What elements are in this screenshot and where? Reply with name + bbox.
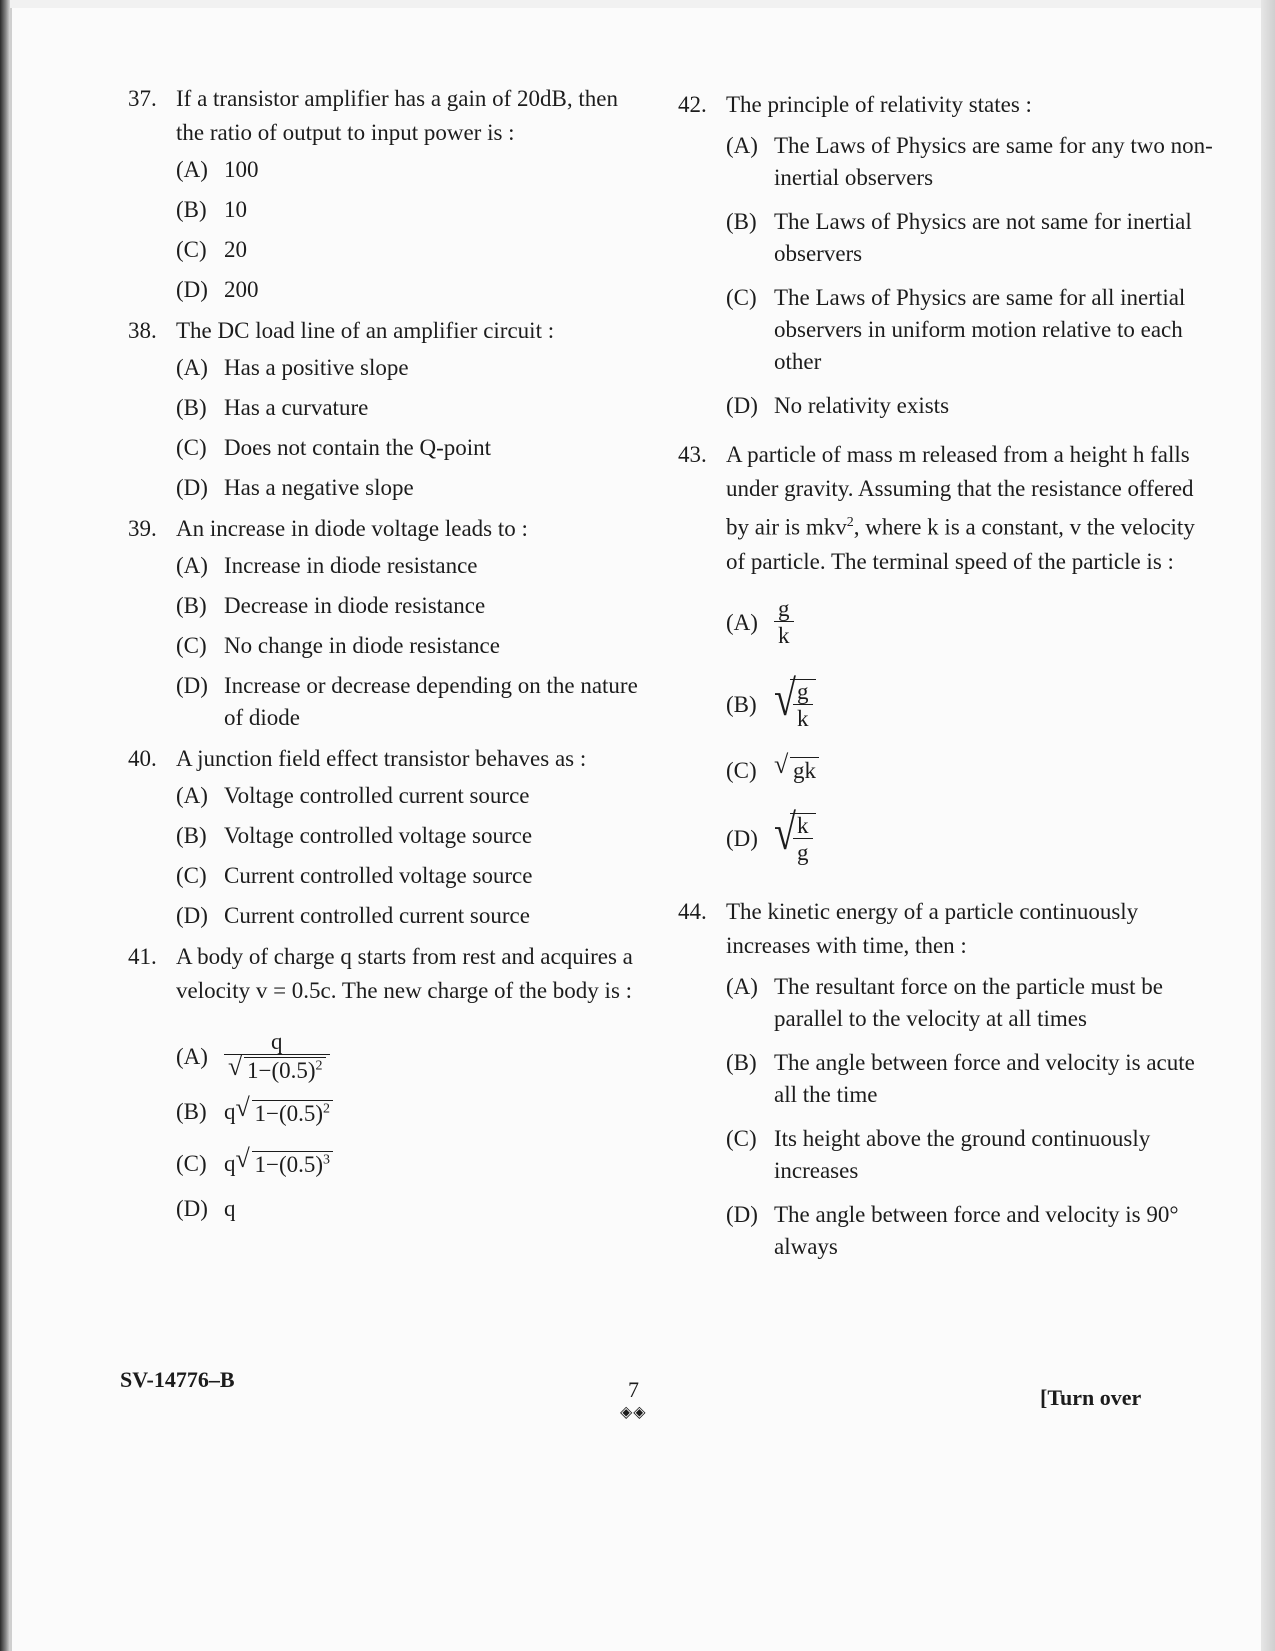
option-a[interactable] [726,591,1218,655]
option-text: 200 [224,277,259,302]
option-c[interactable] [726,1123,1218,1187]
option-text: The Laws of Physics are same for all inertial observers in uniform motion relative to each other [774,285,1186,374]
option-d[interactable] [176,1193,648,1225]
option-label: (D) [176,277,208,302]
fraction-numerator: g [778,596,790,622]
option-b[interactable] [176,820,648,852]
option-b[interactable] [726,667,1218,743]
option-text: The angle between force and velocity is acute all the time [774,1049,1195,1107]
question-44 [678,895,1218,1263]
option-label: (B) [726,691,757,717]
option-text: 20 [224,237,247,262]
option-label: (A) [176,783,208,808]
option-label: (B) [726,1049,757,1075]
option-b[interactable] [176,194,648,226]
option-d[interactable] [176,274,648,306]
option-d[interactable] [176,472,648,504]
question-number: 37. [128,86,157,111]
option-text: Voltage controlled current source [224,783,530,808]
option-label: (B) [176,395,207,420]
option-label: (C) [726,757,757,783]
option-a[interactable] [176,550,648,582]
paper-code: SV-14776–B [120,1367,235,1392]
option-a[interactable] [176,780,648,812]
square-root: √ $1-(0.5)^2$ [236,1098,334,1130]
square-root: √ $1-(0.5)^3$ [236,1149,334,1181]
option-c[interactable] [176,860,648,892]
diamond-ornament-icon: ◈◈ [620,1404,647,1421]
question-stem: A body of charge q starts from rest and acquires a velocity v = 0.5c. The new charge of the body is : [176,944,633,1003]
radicand: 1−(0.5) [254,1100,324,1126]
prefix: q [224,1150,236,1176]
fraction-denominator: k [793,704,813,731]
option-text: No change in diode resistance [224,633,500,658]
option-c[interactable] [176,234,648,266]
option-text: Decrease in diode resistance [224,593,486,618]
question-41 [128,940,648,1225]
option-c[interactable] [726,282,1218,378]
option-text: q [224,1196,236,1222]
option-label: (B) [176,1099,207,1124]
option-label: (D) [726,1201,758,1227]
option-text: 10 [224,197,247,222]
option-text: Has a curvature [224,395,369,420]
option-label: (B) [176,593,207,618]
prefix: q [224,1099,236,1124]
option-label: (A) [176,1044,208,1069]
option-text: Does not contain the Q-point [224,435,492,460]
option-c[interactable] [176,630,648,662]
option-c[interactable] [726,751,1218,791]
exponent: 3 [323,1152,331,1168]
option-label: (C) [176,237,207,262]
option-b[interactable] [176,1092,648,1130]
option-text: No relativity exists [774,393,950,418]
option-text: Current controlled voltage source [224,863,533,888]
option-c[interactable] [176,1144,648,1182]
option-text: Voltage controlled voltage source [224,823,533,848]
square-root: √ $\frac{k}{g}$ [774,813,816,865]
option-text: The angle between force and velocity is 90° always [774,1201,1179,1259]
question-number: 41. [128,944,157,969]
option-b[interactable] [726,1047,1218,1111]
question-number: 44. [678,898,707,924]
question-stem: If a transistor amplifier has a gain of 20dB, then the ratio of output to input power is : [176,86,618,145]
option-d[interactable] [726,1199,1218,1263]
radicand: 1−(0.5) [254,1152,324,1178]
option-label: (D) [176,673,208,698]
question-40 [128,742,648,932]
question-39 [128,512,648,734]
fraction-denominator: k [774,621,794,648]
option-label: (B) [176,823,207,848]
square-root: √ $\frac{g}{k}$ [774,679,816,731]
page-shadow-right [1261,0,1275,1651]
page-number: 7 [628,1377,639,1402]
option-label: (B) [726,209,757,234]
option-label: (A) [176,355,208,380]
option-text: Increase in diode resistance [224,553,478,578]
option-d[interactable] [726,390,1218,422]
option-label: (D) [176,903,208,928]
question-number: 38. [128,318,157,343]
question-number: 42. [678,92,707,117]
option-label: (B) [176,197,207,222]
question-38 [128,314,648,504]
option-label: (D) [726,393,758,418]
fraction [774,597,794,648]
square-root: √ $1-(0.5)^2$ [228,1057,326,1084]
left-column [128,72,648,1233]
option-text: The Laws of Physics are same for any two non-inertial observers [774,133,1213,190]
fraction-numerator: g [797,678,809,704]
option-a[interactable] [176,352,648,384]
option-label: (A) [176,157,208,182]
option-b[interactable] [726,206,1218,270]
option-a[interactable] [726,130,1218,194]
fraction-denominator [224,1051,330,1084]
option-label: (A) [726,133,758,158]
option-label: (A) [726,609,758,635]
option-text: The Laws of Physics are not same for inertial observers [774,209,1192,266]
option-a[interactable] [176,1026,648,1088]
option-label: (C) [176,435,207,460]
question-stem: An increase in diode voltage leads to : [176,516,528,541]
page-shadow-left [0,0,10,1651]
question-stem: The DC load line of an amplifier circuit : [176,318,555,343]
option-text: Has a positive slope [224,355,409,380]
right-column [678,72,1218,1271]
question-37 [128,82,648,306]
question-stem: A junction field effect transistor behaves as : [176,746,587,771]
option-label: (C) [176,863,207,888]
square-root: √ gk [774,755,819,787]
option-label: (D) [726,825,758,851]
option-label: (A) [176,553,208,578]
option-text: 100 [224,157,259,182]
option-b[interactable] [176,590,648,622]
option-text: Increase or decrease depending on the nature of diode [224,673,638,730]
fraction-numerator: q [271,1028,283,1054]
question-number: 43. [678,442,707,467]
option-d[interactable] [726,801,1218,877]
question-number: 39. [128,516,157,541]
fraction-numerator: k [797,812,809,838]
exponent: 2 [315,1058,323,1074]
radicand: gk [790,757,819,784]
option-a[interactable] [176,154,648,186]
option-label: (D) [176,475,208,500]
option-label: (C) [726,285,757,310]
question-number: 40. [128,746,157,771]
option-b[interactable] [176,392,648,424]
question-42 [678,88,1218,422]
fraction-denominator: g [793,838,813,865]
option-text: Its height above the ground continuously increases [774,1125,1151,1183]
option-label: (C) [726,1125,757,1151]
option-c[interactable] [176,432,648,464]
option-text: Has a negative slope [224,475,414,500]
option-label: (A) [726,973,758,999]
option-d[interactable] [176,670,648,734]
exponent: 2 [323,1101,331,1117]
question-43 [678,438,1218,877]
question-stem: The kinetic energy of a particle continuously increases with time, then : [726,898,1139,958]
option-label: (C) [176,633,207,658]
radicand: 1−(0.5) [247,1057,316,1083]
option-label: (D) [176,1196,208,1222]
option-text: The resultant force on the particle must be parallel to the velocity at all times [774,973,1163,1031]
question-stem: The principle of relativity states : [726,92,1032,117]
option-label: (C) [176,1150,207,1176]
question-stem: A particle of mass m released from a height h falls under gravity. Assuming that the resistance offered by air is mkv$^2$, where k is a constant, v the velocity of particle. The terminal speed of the particle is : [726,442,1195,574]
turn-over-note: [Turn over [1040,1385,1142,1410]
option-text: Current controlled current source [224,903,530,928]
fraction [224,1030,330,1085]
option-d[interactable] [176,900,648,932]
option-a[interactable] [726,971,1218,1035]
